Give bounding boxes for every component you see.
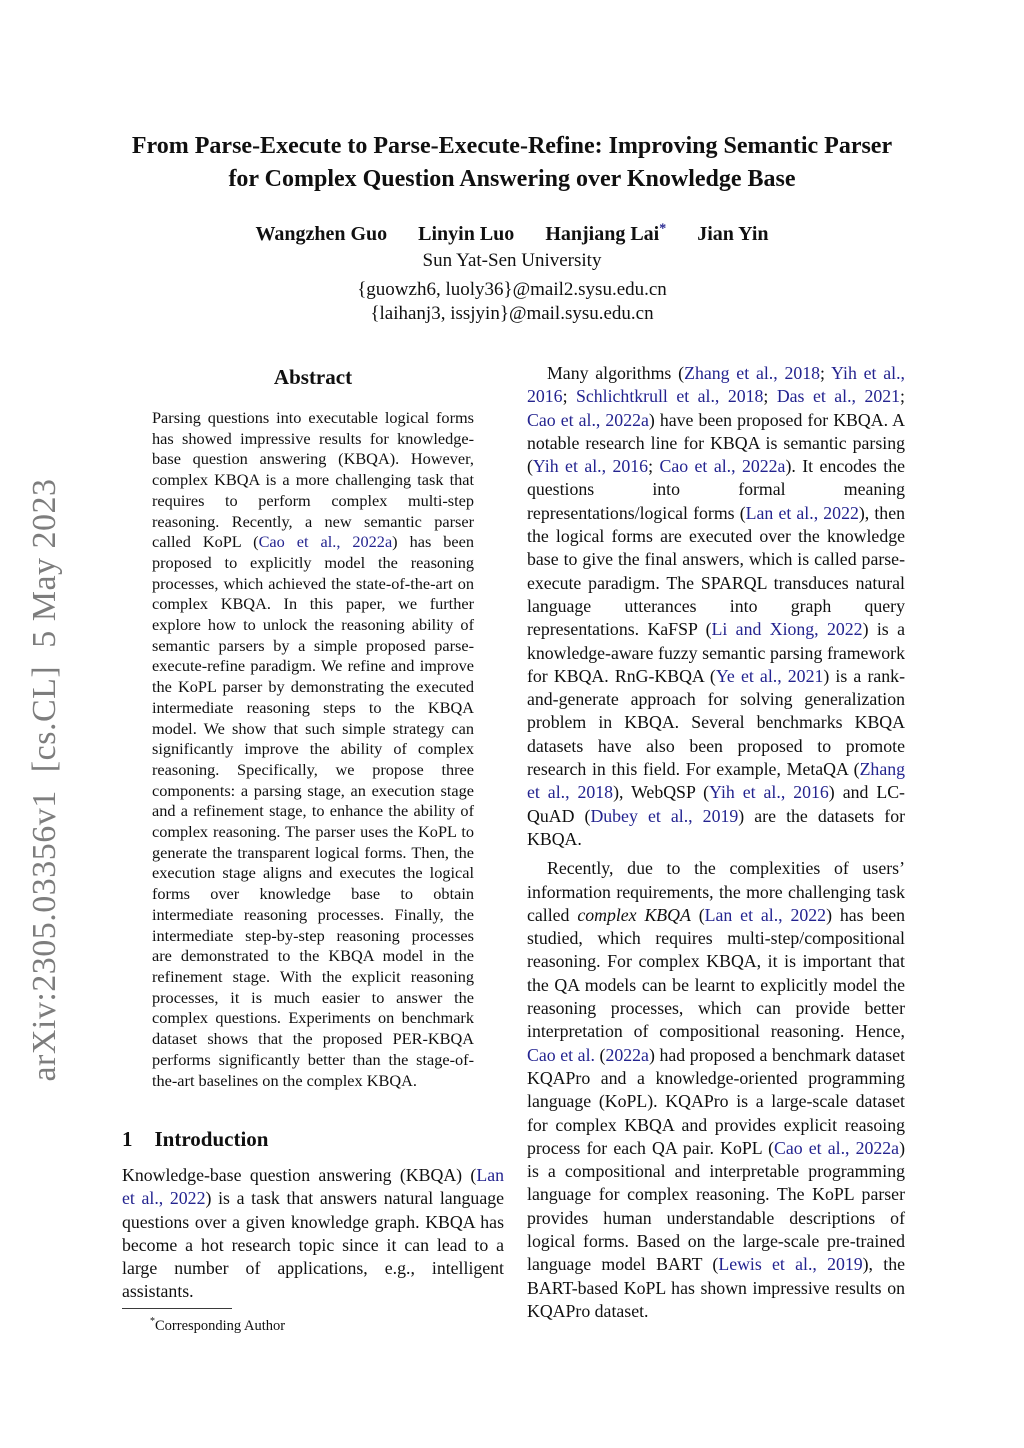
text-segment: ) and LC-QuAD ( (527, 782, 905, 826)
citation-link[interactable]: Cao et al. (527, 1044, 595, 1065)
text-segment: complex KBQA (577, 904, 691, 925)
citation-link[interactable]: Yih et al., 2016 (527, 363, 905, 407)
citation-link[interactable]: Lan et al., 2022 (704, 904, 827, 925)
introduction-heading (122, 1126, 504, 1152)
text-segment: ), the BART-based KoPL has shown impressive results on KQAPro dataset. (527, 1254, 905, 1321)
section-title: Introduction (154, 1127, 269, 1151)
footnote-area (122, 1308, 504, 1335)
citation-link[interactable]: Lewis et al., 2019 (718, 1254, 863, 1275)
text-segment: ; (820, 363, 832, 383)
text-segment: ) is a compositional and interpretable programming language for complex reasoning. The KoPL parser provides human understandable descriptions of logical forms. Based on the large-scale pre-trained language model BART ( (527, 1137, 905, 1275)
citation-link[interactable]: Cao et al., 2022a (527, 409, 649, 430)
email-line-2: {laihanj3, issjyin}@mail.sysu.edu.cn (370, 303, 654, 325)
text-segment: Recently, due to the complexities of users’ information requirements, the more challenging task called (527, 858, 905, 925)
affiliation: Sun Yat-Sen University (422, 249, 602, 271)
text-segment: ) have been proposed for KBQA. A notable research line for KBQA is semantic parsing ( (527, 409, 905, 477)
paragraph-complex-kbqa (527, 857, 905, 1323)
text-segment: ) has been studied, which requires multi-step/compositional reasoning. For complex KBQA, it is important that the QA models can be learnt to explicitly model the reasoning processes, which can provide better interpretation of compositional reasoning. Hence, (527, 904, 905, 1042)
paper-header (0, 130, 1024, 327)
citation-link[interactable]: Zhang et al., 2018 (684, 363, 821, 383)
introduction-paragraph (122, 1164, 504, 1304)
citation-link[interactable]: Cao et al., 2022a (774, 1137, 900, 1158)
citation-link[interactable]: Ye et al., 2021 (715, 665, 824, 686)
text-segment: ), then the logical forms are executed over the knowledge base to give the final answers, which is called parse-execute paradigm. The SPARQL transduces natural language utterances into graph query representations. KaFSP ( (527, 502, 905, 640)
email-block (0, 278, 1024, 327)
citation-link[interactable]: Zhang et al., 2018 (527, 759, 905, 803)
text-segment: ( (690, 904, 705, 925)
author-row (0, 217, 1024, 246)
corresponding-author-mark: * (659, 221, 667, 236)
text-segment: ) had proposed a benchmark dataset KQAPro and a knowledge-oriented programming language (KoPL). KQAPro is a large-scale dataset for complex KBQA and provides explicit reasoing process for each QA pair. KoPL ( (527, 1044, 905, 1158)
citation-link[interactable]: 2022a (605, 1044, 649, 1065)
title-line-1: From Parse-Execute to Parse-Execute-Refine: Improving Semantic Parser (131, 133, 893, 159)
citation-link[interactable]: Dubey et al., 2019 (590, 805, 739, 826)
author-name-linyin-luo: Linyin Luo (418, 222, 515, 245)
citation-link[interactable]: Lan et al., 2022 (745, 502, 859, 523)
citation-link[interactable]: Li and Xiong, 2022 (711, 619, 863, 640)
text-segment: ; (562, 386, 576, 407)
footnote-label: Corresponding Author (155, 1317, 286, 1334)
left-column (122, 364, 504, 1091)
text-segment: ) is a rank-and-generate approach for solving generalization problem in KBQA. Several benchmarks KBQA datasets have also been proposed to promote research in this field. For example, MetaQA ( (527, 665, 905, 780)
email-line-1: {guowzh6, luoly36}@mail2.sysu.edu.cn (357, 278, 667, 300)
right-column (527, 362, 905, 1323)
introduction-section (122, 1126, 504, 1304)
abstract-text (152, 408, 474, 1091)
author-name-hanjiang-lai: Hanjiang Lai* (545, 221, 667, 245)
text-segment: ; (900, 386, 905, 407)
paper-title (0, 130, 1024, 196)
citation-link[interactable]: Das et al., 2021 (776, 386, 901, 407)
text-segment: ( (594, 1044, 606, 1065)
paragraph-kbqa-algorithms (527, 362, 905, 851)
author-name-jian-yin: Jian Yin (697, 222, 769, 245)
text-segment: ) has been proposed to explicitly model the reasoning processes, which achieved the state-of-the-art on complex KBQA. In this paper, we further explore how to unlock the reasoning ability of semantic parsers by a simple proposed parse-execute-refine paradigm. We refine and improve the KoPL parser by demonstrating the executed intermediate reasoning steps to the KBQA model. We show that such simple strategy can significantly improve the ability of complex reasoning. Specifically, we propose three components: a parsing stage, an execution stage and a refinement stage, to enhance the ability of complex reasoning. The parser uses the KoPL to generate the transparent logical forms. Then, the execution stage aligns and executes the logical forms over knowledge base to obtain intermediate reasoning processes. Finally, the intermediate step-by-step reasoning processes are demonstrated to the KBQA model in the refinement stage. With the explicit reasoning processes, it is much easier to answer the complex questions. Experiments on benchmark dataset shows that the proposed PER-KBQA performs significantly better than the stage-of-the-art baselines on the complex KBQA. (152, 532, 474, 1090)
text-segment: Knowledge-base question answering (KBQA) ( (122, 1165, 477, 1185)
text-segment: ; (763, 386, 777, 407)
text-segment: ) are the datasets for KBQA. (527, 805, 906, 849)
text-segment: ). It encodes the questions into formal meaning representations/logical forms ( (527, 456, 905, 523)
citation-link[interactable]: Lan et al., 2022 (122, 1165, 504, 1209)
citation-link[interactable]: Yih et al., 2016 (709, 782, 829, 803)
arxiv-watermark: arXiv:2305.03356v1 [cs.CL] 5 May 2023 (26, 478, 63, 1082)
text-segment: ) is a knowledge-aware fuzzy semantic parsing framework for KBQA. RnG-KBQA ( (527, 619, 905, 686)
abstract-heading: Abstract (273, 365, 353, 389)
footnote-divider (122, 1308, 232, 1309)
citation-link[interactable]: Cao et al., 2022a (659, 456, 786, 477)
author-name-wangzhen-guo: Wangzhen Guo (255, 222, 388, 245)
citation-link[interactable]: Cao et al., 2022a (258, 532, 393, 552)
text-segment: ), WebQSP ( (613, 782, 710, 803)
citation-link[interactable]: Schlichtkrull et al., 2018 (575, 386, 764, 407)
citation-link[interactable]: Yih et al., 2016 (532, 456, 649, 477)
footnote-marker: * (150, 1316, 155, 1327)
text-segment: ) is a task that answers natural language questions over a given knowledge graph. KBQA has become a hot research topic since it can lead to a large number of applications, e.g., intelligent assistants. (122, 1188, 504, 1302)
corresponding-author-footnote (122, 1313, 504, 1335)
text-segment: Many algorithms ( (547, 363, 685, 383)
section-number: 1 (122, 1127, 133, 1151)
title-line-2: for Complex Question Answering over Knowledge Base (228, 166, 796, 192)
text-segment: Parsing questions into executable logical forms has showed impressive results for knowledge-base question answering (KBQA). However, complex KBQA is a more challenging task that requires to perform complex multi-step reasoning. Recently, a new semantic parser called KoPL ( (152, 408, 474, 552)
text-segment: ; (648, 456, 660, 477)
